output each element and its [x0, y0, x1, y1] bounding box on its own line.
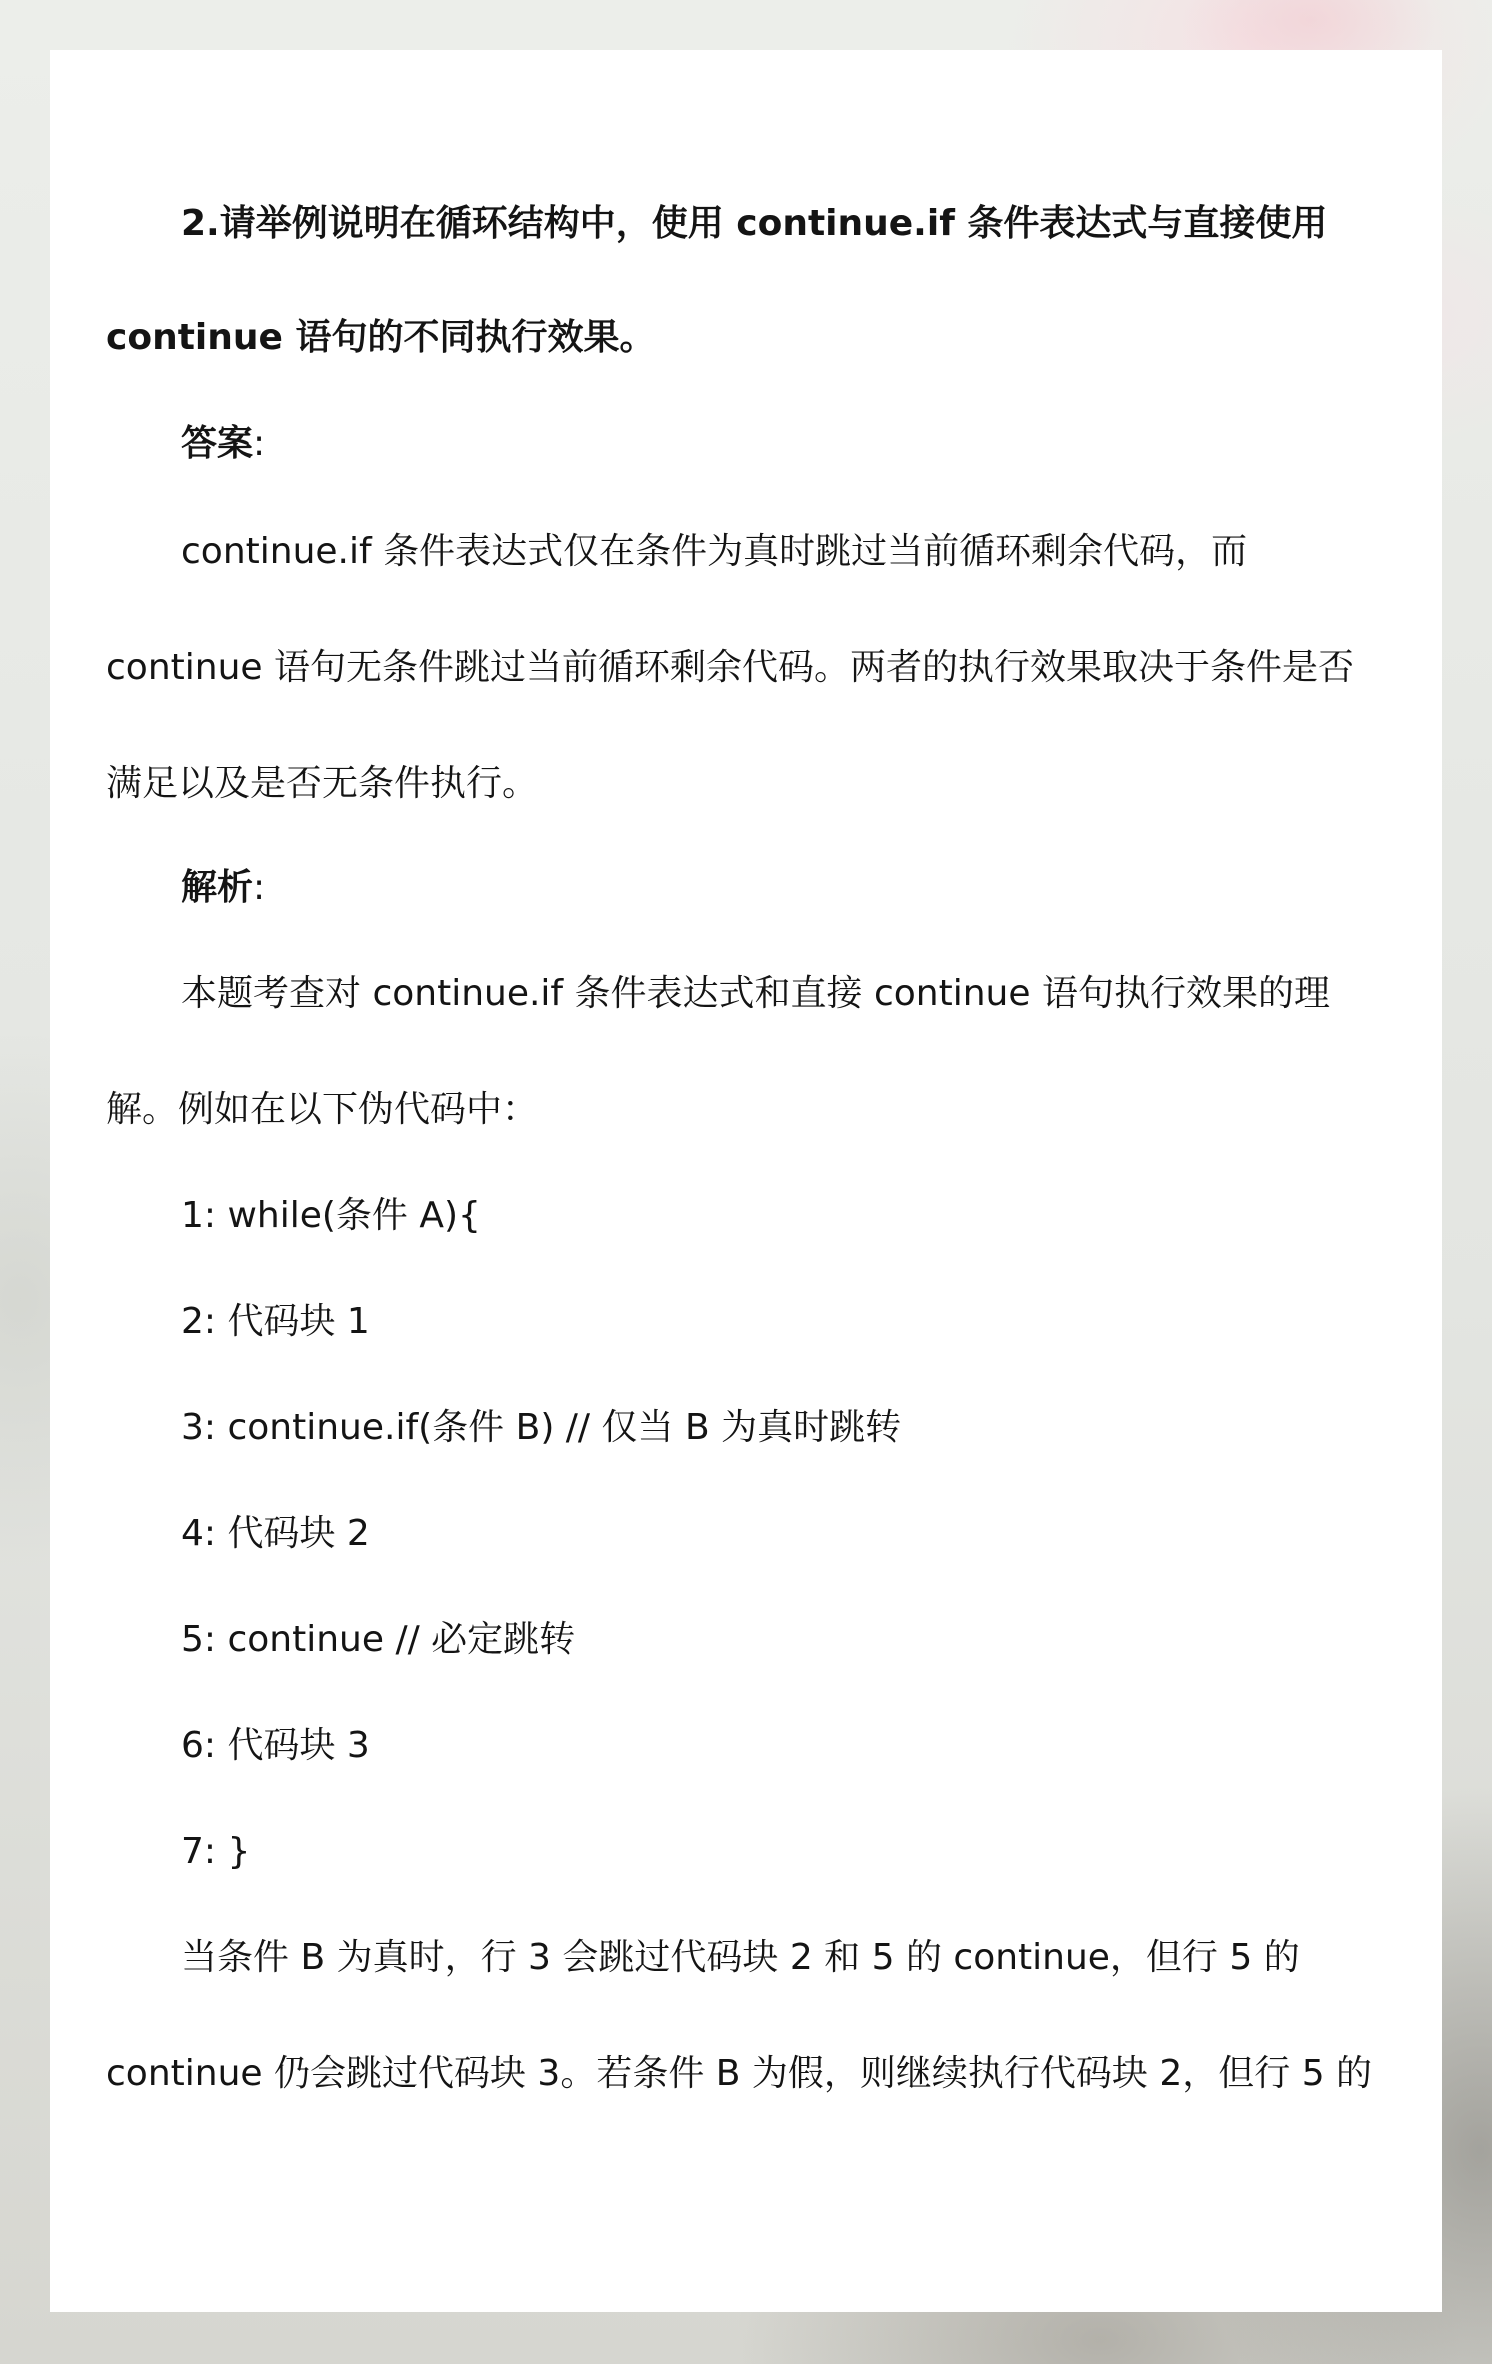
analysis-heading-label: 解析 — [181, 867, 254, 908]
answer-line-2: continue 语句无条件跳过当前循环剩余代码。两者的执行效果取决于条件是否 — [106, 647, 1354, 688]
question-line-1: 2.请举例说明在循环结构中，使用 continue.if 条件表达式与直接使用 — [181, 203, 1328, 244]
answer-heading — [181, 424, 265, 464]
analysis-heading-colon: : — [253, 867, 266, 908]
conclusion-line-1: 当条件 B 为真时，行 3 会跳过代码块 2 和 5 的 continue，但行 5 的 — [181, 1937, 1300, 1978]
code-line-7: 7: } — [181, 1831, 251, 1872]
code-line-4: 4: 代码块 2 — [181, 1513, 370, 1554]
document-card — [50, 50, 1442, 2312]
analysis-heading — [181, 868, 265, 908]
answer-line-3: 满足以及是否无条件执行。 — [106, 763, 539, 804]
code-line-6: 6: 代码块 3 — [181, 1725, 370, 1766]
answer-heading-colon: : — [253, 423, 266, 464]
question-line-2: continue 语句的不同执行效果。 — [106, 317, 656, 358]
code-line-2: 2: 代码块 1 — [181, 1301, 370, 1342]
analysis-intro-line-2: 解。例如在以下伪代码中： — [106, 1089, 539, 1130]
answer-line-1: continue.if 条件表达式仅在条件为真时跳过当前循环剩余代码，而 — [181, 531, 1248, 572]
analysis-intro-line-1: 本题考查对 continue.if 条件表达式和直接 continue 语句执行效果的理 — [181, 973, 1330, 1014]
code-line-3: 3: continue.if(条件 B) // 仅当 B 为真时跳转 — [181, 1407, 902, 1448]
conclusion-line-2: continue 仍会跳过代码块 3。若条件 B 为假，则继续执行代码块 2，但行 5 的 — [106, 2053, 1373, 2094]
code-line-5: 5: continue // 必定跳转 — [181, 1619, 576, 1660]
code-line-1: 1: while(条件 A){ — [181, 1195, 481, 1236]
answer-heading-label: 答案 — [181, 423, 254, 464]
